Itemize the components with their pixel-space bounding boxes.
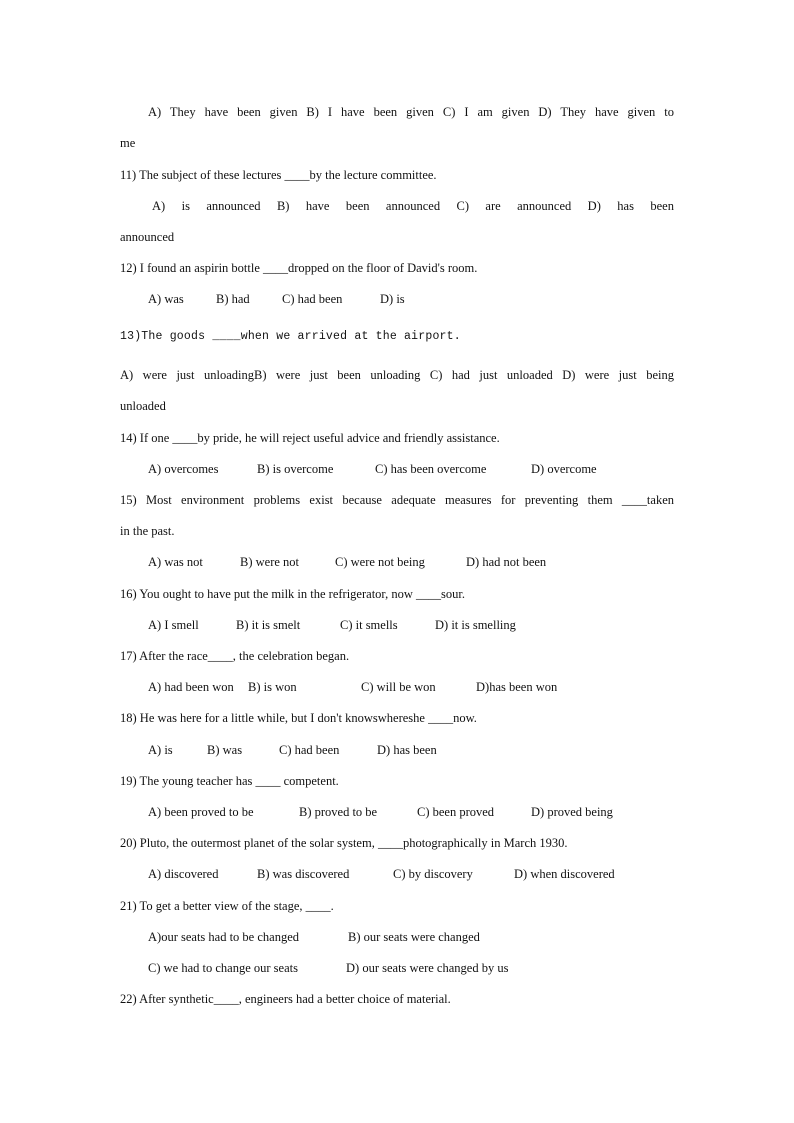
q18-option-a: A) is — [148, 743, 173, 757]
q17-option-a: A) had been won — [148, 680, 234, 694]
q10-options: A) They have been given B) I have been given C) I am given D) They have given to — [148, 105, 674, 119]
q20-option-d: D) when discovered — [514, 867, 615, 881]
q14-option-c: C) has been overcome — [375, 462, 487, 476]
q15-options — [148, 552, 674, 572]
q19-stem: 19) The young teacher has ____ competent. — [120, 774, 339, 788]
q20-stem: 20) Pluto, the outermost planet of the solar system, ____photographically in March 1930. — [120, 836, 568, 850]
q12-option-b: B) had — [216, 292, 250, 306]
q14-option-b: B) is overcome — [257, 462, 334, 476]
q14-option-d: D) overcome — [531, 462, 597, 476]
q15-stem: 15) Most environment problems exist because adequate measures for preventing them ____taken — [120, 493, 674, 507]
q14-options — [148, 459, 674, 479]
q12-options — [148, 289, 674, 309]
q17-option-c: C) will be won — [361, 680, 436, 694]
q20-option-c: C) by discovery — [393, 867, 473, 881]
q16-option-d: D) it is smelling — [435, 618, 516, 632]
q21-option-b: B) our seats were changed — [348, 930, 480, 944]
q20-option-b: B) was discovered — [257, 867, 350, 881]
q12-option-c: C) had been — [282, 292, 343, 306]
q17-options — [148, 677, 674, 697]
q13-stem: 13)The goods ____when we arrived at the airport. — [120, 330, 461, 343]
q16-stem: 16) You ought to have put the milk in the refrigerator, now ____sour. — [120, 587, 465, 601]
q21-options-row1 — [148, 927, 674, 947]
q21-stem: 21) To get a better view of the stage, ____. — [120, 899, 334, 913]
q18-options — [148, 740, 674, 760]
q15-option-c: C) were not being — [335, 555, 425, 569]
q13-options-continuation: unloaded — [120, 399, 166, 413]
q19-option-d: D) proved being — [531, 805, 613, 819]
q12-option-a: A) was — [148, 292, 184, 306]
q19-options — [148, 802, 674, 822]
q14-stem: 14) If one ____by pride, he will reject useful advice and friendly assistance. — [120, 431, 500, 445]
q10-options-continuation: me — [120, 136, 136, 150]
q18-option-d: D) has been — [377, 743, 437, 757]
q12-stem: 12) I found an aspirin bottle ____dropped on the floor of David's room. — [120, 261, 478, 275]
q17-stem: 17) After the race____, the celebration began. — [120, 649, 350, 663]
q20-option-a: A) discovered — [148, 867, 219, 881]
q16-option-a: A) I smell — [148, 618, 199, 632]
q15-option-b: B) were not — [240, 555, 300, 569]
q11-options-continuation: announced — [120, 230, 175, 244]
q18-option-b: B) was — [207, 743, 243, 757]
q18-stem: 18) He was here for a little while, but I don't knowswhereshe ____now. — [120, 711, 477, 725]
q21-options-row2 — [148, 958, 674, 978]
q15-option-a: A) was not — [148, 555, 203, 569]
q19-option-c: C) been proved — [417, 805, 495, 819]
q16-option-c: C) it smells — [340, 618, 398, 632]
q13-options: A) were just unloadingB) were just been unloading C) had just unloaded D) were just being — [120, 368, 674, 382]
q17-option-b: B) is won — [248, 680, 297, 694]
q22-stem: 22) After synthetic____, engineers had a better choice of material. — [120, 992, 451, 1006]
q15-option-d: D) had not been — [466, 555, 547, 569]
q21-option-a: A)our seats had to be changed — [148, 930, 299, 944]
q21-option-c: C) we had to change our seats — [148, 961, 298, 975]
q19-option-a: A) been proved to be — [148, 805, 254, 819]
q15-stem-continuation: in the past. — [120, 524, 175, 538]
q20-options — [148, 864, 674, 884]
q17-option-d: D)has been won — [476, 680, 558, 694]
q14-option-a: A) overcomes — [148, 462, 219, 476]
q16-option-b: B) it is smelt — [236, 618, 301, 632]
q16-options — [148, 615, 674, 635]
q19-option-b: B) proved to be — [299, 805, 378, 819]
q11-options: A) is announced B) have been announced C) are announced D) has been — [152, 199, 674, 213]
q11-stem: 11) The subject of these lectures ____by the lecture committee. — [120, 168, 437, 182]
q12-option-d: D) is — [380, 292, 405, 306]
q21-option-d: D) our seats were changed by us — [346, 961, 509, 975]
q18-option-c: C) had been — [279, 743, 340, 757]
